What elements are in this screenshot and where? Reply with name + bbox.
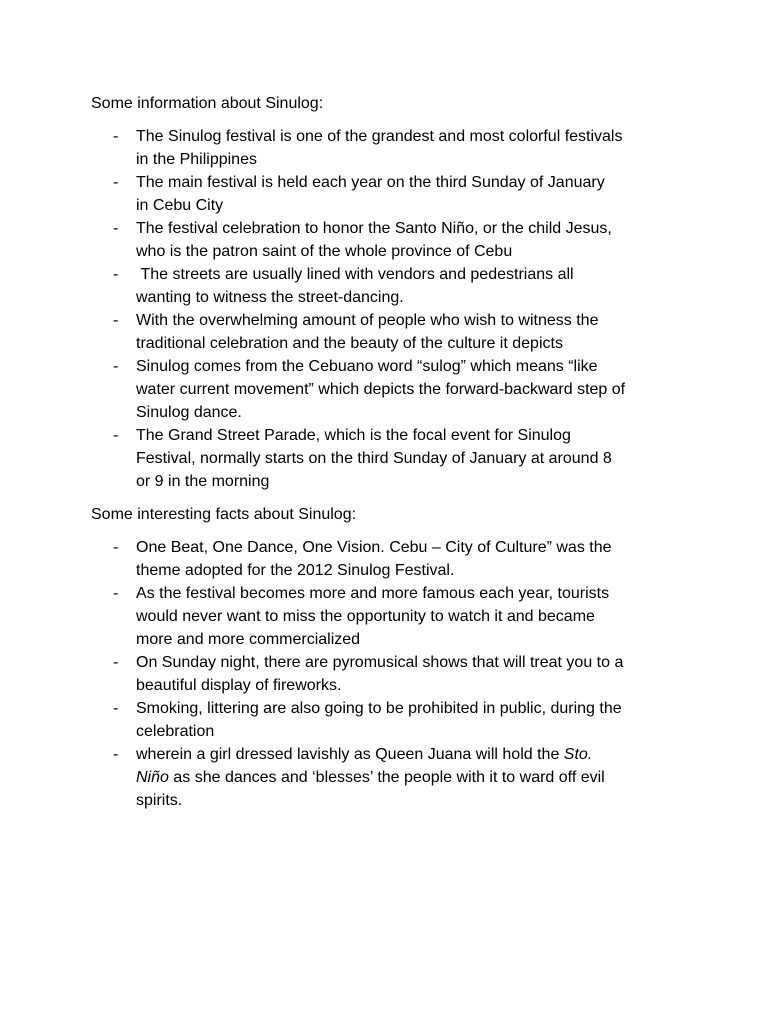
bullet-text (136, 743, 681, 812)
italic-text: Sto. Niño (136, 746, 593, 786)
list-item (0, 217, 681, 263)
bullet-text: Smoking, littering are also going to be prohibited in public, during the celebration (136, 700, 622, 740)
list-item (0, 171, 681, 217)
bullet-dash: - (113, 539, 119, 556)
list-item (0, 582, 681, 651)
bullet-dash: - (113, 358, 119, 375)
list-item (0, 125, 681, 171)
bullet-list (0, 536, 681, 812)
bullet-dash: - (113, 700, 119, 717)
bullet-text: The Sinulog festival is one of the grandest and most colorful festivals in the Philippines (136, 128, 623, 168)
bullet-text: On Sunday night, there are pyromusical shows that will treat you to a beautiful display of fireworks. (136, 654, 624, 694)
section-heading: Some interesting facts about Sinulog: (91, 506, 357, 523)
list-item (0, 309, 681, 355)
bullet-text: Sinulog comes from the Cebuano word “sulog” which means “like water current movement” which depicts the forward-backward step of Sinulog dance. (136, 358, 626, 421)
bullet-text: The main festival is held each year on the third Sunday of January in Cebu City (136, 174, 605, 214)
list-item (0, 355, 681, 424)
bullet-dash: - (113, 654, 119, 671)
bullet-text: As the festival becomes more and more famous each year, tourists would never want to miss the opportunity to watch it and became more and more commercialized (136, 585, 610, 648)
list-item (0, 536, 681, 582)
list-item (0, 697, 681, 743)
list-item (0, 743, 681, 812)
bullet-text: The festival celebration to honor the Santo Niño, or the child Jesus, who is the patron saint of the whole province of Cebu (136, 220, 612, 260)
list-item (0, 651, 681, 697)
bullet-text: With the overwhelming amount of people who wish to witness the traditional celebration and the beauty of the culture it depicts (136, 312, 599, 352)
list-item (0, 263, 681, 309)
bullet-text: The streets are usually lined with vendors and pedestrians all wanting to witness the street-dancing. (136, 266, 574, 306)
bullet-list (0, 125, 681, 493)
section-heading: Some information about Sinulog: (91, 95, 324, 112)
bullet-dash: - (113, 220, 119, 237)
bullet-dash: - (113, 427, 119, 444)
bullet-text: One Beat, One Dance, One Vision. Cebu – City of Culture” was the theme adopted for the 2012 Sinulog Festival. (136, 539, 612, 579)
bullet-text-part: as she dances and ‘blesses’ the people with it to ward off evil spirits. (136, 769, 605, 809)
bullet-dash: - (113, 746, 119, 763)
bullet-dash: - (113, 266, 119, 283)
bullet-text-part: wherein a girl dressed lavishly as Queen Juana will hold the (136, 746, 564, 763)
bullet-dash: - (113, 585, 119, 602)
bullet-dash: - (113, 312, 119, 329)
list-item (0, 424, 681, 493)
bullet-dash: - (113, 174, 119, 191)
bullet-text: The Grand Street Parade, which is the focal event for Sinulog Festival, normally starts on the third Sunday of January at around 8 or 9 in the morning (136, 427, 612, 490)
bullet-dash: - (113, 128, 119, 145)
